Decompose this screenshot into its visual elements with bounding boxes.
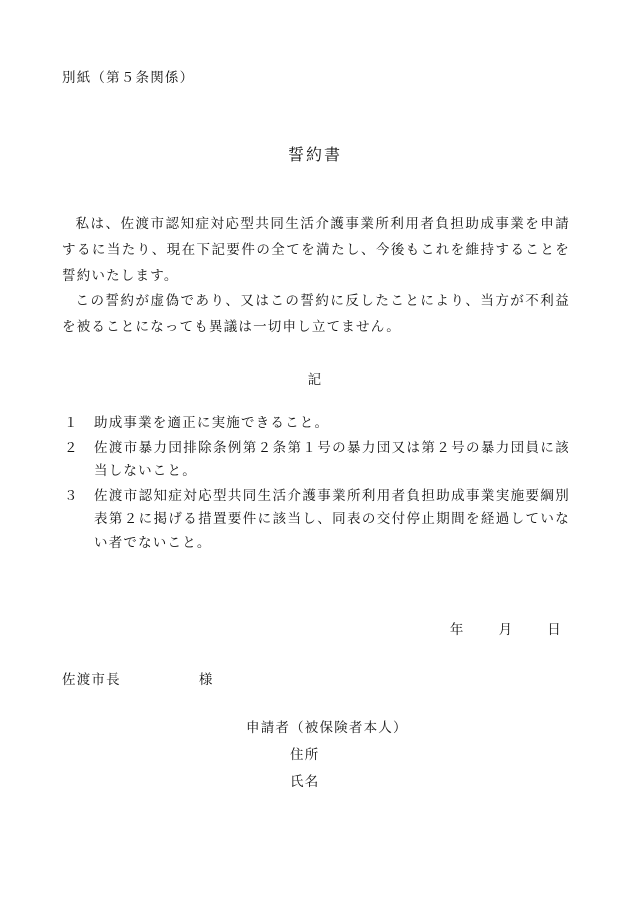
page-title: 誓約書 bbox=[287, 145, 342, 164]
annex-label: 別紙（第５条関係） bbox=[62, 70, 195, 86]
requirement-item-2 bbox=[62, 437, 570, 484]
pledge-paragraph-2: この誓約が虚偽であり、又はこの誓約に反したことにより、当方が不利益を被ることになっても異議は一切申し立てません。 bbox=[62, 293, 570, 335]
requirement-text: 佐渡市認知症対応型共同生活介護事業所利用者負担助成事業実施要綱別表第２に掲げる措置要件に該当し、同表の交付停止期間を経過していない者でないこと。 bbox=[94, 487, 570, 551]
date-line bbox=[450, 618, 562, 638]
applicant-label: 申請者（被保険者本人） bbox=[246, 720, 408, 736]
addressee-honorific: 様 bbox=[198, 672, 214, 688]
requirement-item-1 bbox=[62, 412, 570, 436]
requirement-number: ２ bbox=[64, 439, 79, 456]
requirement-number: ３ bbox=[64, 487, 79, 504]
requirement-number: １ bbox=[64, 415, 79, 431]
date-month-label: 月 bbox=[498, 622, 514, 638]
requirement-text: 助成事業を適正に実施できること。 bbox=[94, 415, 330, 431]
requirement-text: 佐渡市暴力団排除条例第２条第１号の暴力団又は第２号の暴力団員に該当しないこと。 bbox=[94, 439, 570, 479]
addressee bbox=[62, 668, 214, 688]
addressee-name: 佐渡市長 bbox=[62, 672, 121, 688]
requirement-list bbox=[62, 412, 570, 556]
requirement-item-3 bbox=[62, 485, 570, 556]
name-label: 氏名 bbox=[290, 774, 320, 790]
date-year-label: 年 bbox=[449, 622, 465, 638]
address-label: 住所 bbox=[290, 747, 320, 763]
pledge-paragraph-1: 私は、佐渡市認知症対応型共同生活介護事業所利用者負担助成事業を申請するに当たり、現在下記要件の全てを満たし、今後もこれを維持することを誓約いたします。 bbox=[62, 216, 570, 284]
ki-heading: 記 bbox=[307, 372, 323, 388]
date-day-label: 日 bbox=[547, 622, 562, 638]
